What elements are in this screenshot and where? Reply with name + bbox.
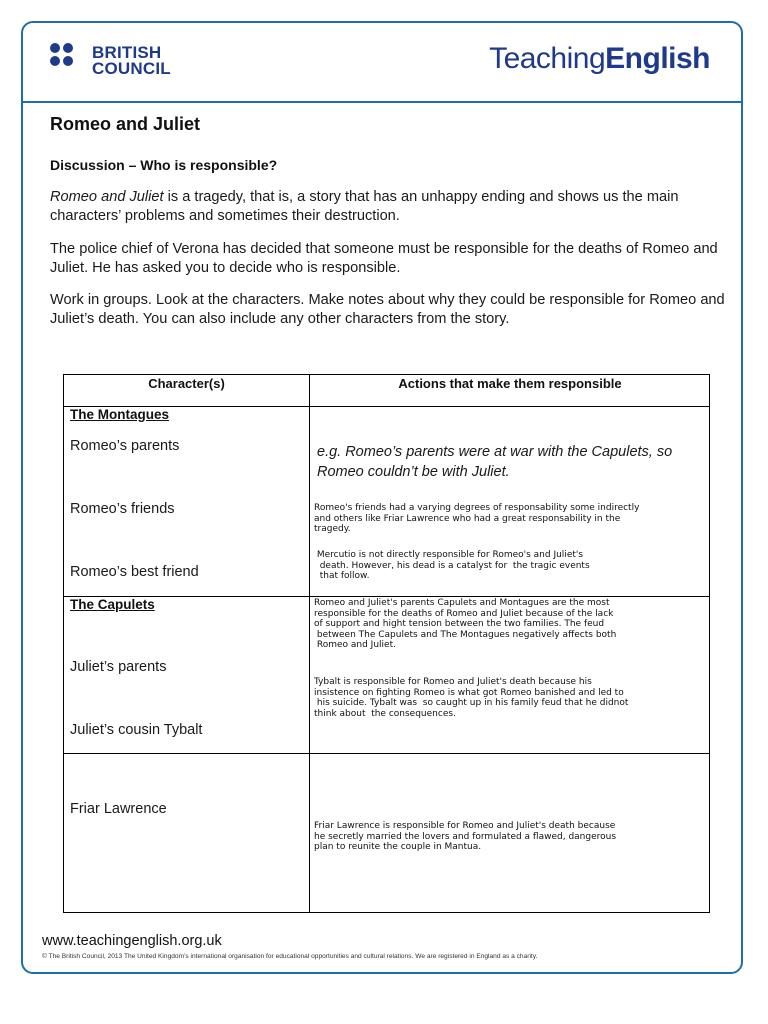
header-actions: Actions that make them responsible	[398, 376, 622, 391]
character-romeos-parents: Romeo’s parents	[70, 438, 180, 454]
example-answer: e.g. Romeo’s parents were at war with the Capulets, so Romeo couldn’t be with Juliet.	[317, 444, 673, 480]
group-montagues: The Montagues	[70, 407, 170, 422]
british-council-dots-icon	[50, 43, 88, 79]
note-romeos-best-friend: Mercutio is not directly responsible for Romeo's and Juliet's death. However, his dead is a catalyst for the tragic events that follow.	[316, 550, 590, 581]
column-divider	[309, 375, 310, 912]
group-capulets: The Capulets	[70, 597, 155, 612]
row-divider	[64, 596, 709, 597]
note-friar-lawrence: Friar Lawrence is responsible for Romeo and Juliet's death because he secretly married the lovers and formulated a flawed, dangerous plan to reunite the couple in Mantua.	[314, 821, 617, 852]
header-divider	[23, 101, 741, 103]
note-juliets-parents: Romeo and Juliet's parents Capulets and Montagues are the most responsible for the deaths of Romeo and Juliet because of the lack of support and hight tension between the two families. The feud between The Capulets and The Montagues negatively affects both Romeo and Juliet.	[314, 598, 617, 650]
header-characters: Character(s)	[148, 376, 225, 391]
note-romeos-friends: Romeo's friends had a varying degrees of responsability some indirectly and others like Friar Lawrence who had a great responsability in the tragedy.	[314, 503, 640, 534]
character-juliets-cousin-tybalt: Juliet’s cousin Tybalt	[70, 722, 203, 738]
responsibility-table	[63, 374, 710, 913]
footer-copyright: © The British Council, 2013 The United Kingdom’s international organisation for educational opportunities and cultural relations. We are registered in England as a charity.	[42, 953, 538, 960]
row-divider	[64, 753, 709, 754]
intro-paragraph: Romeo and Juliet is a tragedy, that is, a story that has an unhappy ending and shows us the main characters’ problems and sometimes their destruction.	[50, 189, 679, 224]
british-council-wordmark: BRITISH COUNCIL	[92, 43, 171, 78]
footer-url[interactable]: www.teachingenglish.org.uk	[42, 933, 222, 949]
page-title: Romeo and Juliet	[50, 114, 201, 134]
character-romeos-best-friend: Romeo’s best friend	[70, 564, 199, 580]
teaching-english-logo: TeachingEnglish	[489, 42, 710, 75]
character-friar-lawrence: Friar Lawrence	[70, 801, 167, 817]
character-romeos-friends: Romeo’s friends	[70, 501, 175, 517]
page-subtitle: Discussion – Who is responsible?	[50, 157, 278, 173]
character-juliets-parents: Juliet’s parents	[70, 659, 167, 675]
note-tybalt: Tybalt is responsible for Romeo and Juliet's death because his insistence on fighting Romeo is what got Romeo banished and led to his suicide. Tybalt was so caught up in his family feud that he didnot think about the consequences.	[314, 677, 629, 719]
british-council-logo	[50, 43, 171, 79]
task-paragraph: The police chief of Verona has decided that someone must be responsible for the deaths of Romeo and Juliet. He has asked you to decide who is responsible.	[50, 241, 718, 276]
instructions-paragraph: Work in groups. Look at the characters. Make notes about why they could be responsible for Romeo and Juliet’s death. You can also include any other characters from the story.	[50, 292, 725, 327]
